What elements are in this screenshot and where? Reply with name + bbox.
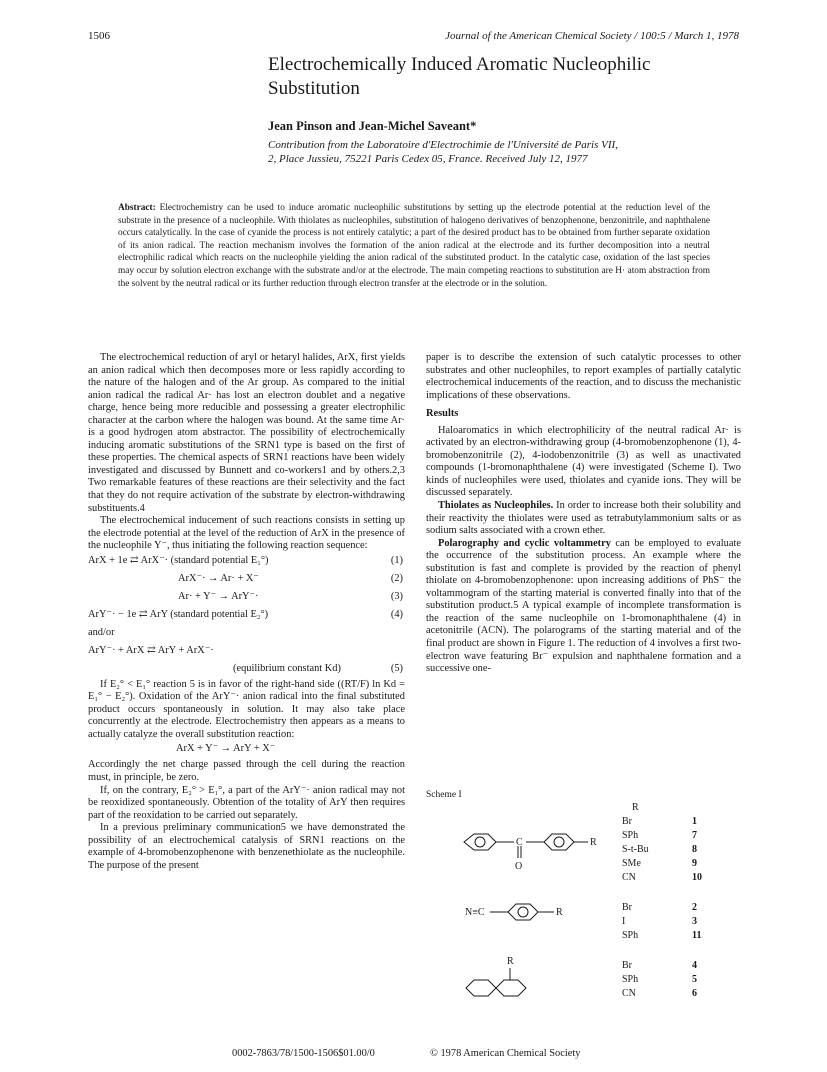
equation-text: ArX + Y⁻ → ArY + X⁻ [176,743,276,755]
r-label: R [590,837,597,848]
article-title [268,53,748,101]
affiliation-line-2: 2, Place Jussieu, 75221 Paris Cedex 05, France. Received July 12, 1977 [268,153,588,165]
footer-copyright: © 1978 American Chemical Society [430,1048,581,1059]
substituent-label: SPh [622,974,639,985]
paragraph: paper is to describe the extension of such catalytic processes to other substrates and other nucleophiles, to report examples of partially catalytic electrochemical inducements of the reaction, and to discuss the mechanistic implications of these observations. [426,352,741,401]
compound-number: 5 [692,974,697,985]
naphthalene-ring-left [466,980,496,996]
equation-text: (equilibrium constant Kd) [233,662,341,674]
paragraph: The electrochemical inducement of such reactions consists in setting up the electrode potential at the level of the reduction of ArX in the presence of the nucleophile Y⁻, thus initiating the following reaction sequence: [88,515,405,552]
substituent-label: SPh [622,930,639,941]
paragraph: Haloaromatics in which electrophilicity of the neutral radical Ar· is activated by an electron-withdrawing group (4-bromobenzophenone (1), 4-bromobenzonitrile (2), 4-iodobenzonitrile (3) as well as unactivated compounds (1-bromonaphthalene (4) were investigated (Scheme I). Two kinds of nucleophiles were used, thiolates and cyanide ions. They will be discussed separately. [426,424,741,499]
authors: Jean Pinson and Jean-Michel Saveant* [268,119,477,133]
compound-number: 6 [692,988,697,999]
equation-number: (1) [390,554,403,566]
equation-5-note [88,661,405,679]
benzonitrile-structure [490,904,554,920]
scheme-title: Scheme I [426,790,462,800]
r-label: R [507,956,514,967]
substituent-label: S-t-Bu [622,844,649,855]
substituent-label: SPh [622,830,639,841]
equation-text: ArY⁻· − 1e ⇄ ArY (standard potential E₂°) [88,608,269,620]
substituent-label: CN [622,988,636,999]
paragraph: Accordingly the net charge passed through the cell during the reaction must, in principle, be zero. [88,759,405,784]
scheme-i-diagram [430,800,750,1040]
r-column-header: R [632,802,639,813]
phenyl-ring-left [464,834,496,850]
compound-number: 3 [692,916,697,927]
equation-text: ArY⁻· + ArX ⇄ ArY + ArX⁻· [88,644,214,656]
equation-4 [88,607,405,625]
compound-number: 9 [692,858,697,869]
equation-2 [88,571,405,589]
affiliation [268,138,748,166]
equation-number: (4) [390,608,403,620]
equation-text: ArX + 1e ⇄ ArX⁻· (standard potential E₁°) [88,554,269,566]
paragraph [426,538,741,676]
compound-number: 11 [692,930,702,941]
substituent-label: SMe [622,858,641,869]
equation-number: (2) [390,572,403,584]
equation-1 [88,553,405,571]
nitrile-label: N≡C [465,907,485,918]
r-label: R [556,907,563,918]
aromatic-circle [475,837,485,847]
paragraph-text: In order to increase both their solubility and their reactivity the thiolates were used as tetrabutylammonium salts or as sodium salts associated with a crown ether. [426,500,741,537]
left-column [88,352,405,872]
equation-number: (3) [390,590,403,602]
phenyl-ring [508,904,538,920]
paragraph: In a previous preliminary communication5 we have demonstrated the possibility of an electrochemical catalysis of SRN1 reactions on the example of 4-bromobenzophenone with benzenethiolate as the nucleophile. The purpose of the present [88,822,405,871]
equation-text: ArX⁻· → Ar· + X⁻ [178,572,259,584]
benzophenone-structure [464,834,588,858]
compound-number: 8 [692,844,697,855]
affiliation-line-1: Contribution from the Laboratoire d'Electrochimie de l'Université de Paris VII, [268,139,618,151]
paragraph: If, on the contrary, E₂° > E₁°, a part of the ArY⁻· anion radical may not be reoxidized spontaneously. Obtention of the totality of ArY then requires part of the reoxidation to be carried out separately. [88,784,405,821]
substituent-label: I [622,916,626,927]
page-number: 1506 [88,30,110,42]
equation-6 [88,741,405,759]
carbon-label: C [516,837,523,848]
title-line-2: Substitution [268,78,360,99]
compound-number: 7 [692,830,697,841]
aromatic-circle [554,837,564,847]
equation-5 [88,643,405,661]
equation-3 [88,589,405,607]
substituent-label: Br [622,902,632,913]
naphthalene-structure [466,968,526,996]
compound-number: 4 [692,960,697,971]
equation-number: (5) [390,662,403,674]
oxygen-label: O [515,861,523,872]
abstract [118,202,710,290]
subsection-heading: Polarography and cyclic voltammetry [438,537,611,549]
subsection-heading: Thiolates as Nucleophiles. [438,500,554,512]
phenyl-ring-right [544,834,574,850]
compound-number: 2 [692,902,697,913]
compound-number: 1 [692,816,697,827]
and-or-text: and/or [88,626,115,638]
naphthalene-ring-right [496,980,526,996]
aromatic-circle [518,907,528,917]
equation-text: Ar· + Y⁻ → ArY⁻· [178,590,259,602]
paragraph: If E₂° < E₁° reaction 5 is in favor of the right-hand side ((RT/F) ln Kd = E₁° − E₂°). Oxidation of the ArY⁻· anion radical into the final substituted product occurs spontaneously in solution. It may also take place concurrently at the electrode. Electrochemistry then appears as a means to actually catalyze the overall substitution reaction: [88,678,405,740]
footer-code: 0002-7863/78/1500-1506$01.00/0 [232,1048,375,1059]
running-header: Journal of the American Chemical Society / 100:5 / March 1, 1978 [445,30,739,42]
right-column [426,352,741,676]
substituent-label: Br [622,960,632,971]
and-or [88,625,405,643]
section-heading-results: Results [426,408,459,420]
paragraph-text: can be employed to evaluate the occurrence of the substitution process. An example where the substitution is fast and complete is provided by the reaction of phenyl thiolate on 4-bromobenzophenone: upon increasing additions of PhS⁻ the voltammogram of the starting material is converted finally into that of the substitution product.5 A typical example of incomplete transformation is the reaction of the same nucleophile on 1-bromonaphthalene (4) in acetonitrile (ACN). The polarograms of the starting material and of the final product are shown in Figure 1. The reduction of 4 involves a first two-electron wave featuring Br⁻ expulsion and naphthalene formation and a successive one- [426,537,741,675]
substituent-label: CN [622,872,636,883]
title-line-1: Electrochemically Induced Aromatic Nucleophilic [268,54,651,75]
compound-number: 10 [692,872,702,883]
substituent-label: Br [622,816,632,827]
abstract-label: Abstract: [118,203,156,213]
abstract-text: Electrochemistry can be used to induce aromatic nucleophilic substitutions by setting up the electrode potential at the reduction level of the substrate in the presence of a nucleophile. With thiolates as nucleophiles, substitution of halogeno derivatives of benzophenone, benzonitrile, and naphthalene occurs catalytically. In the case of cyanide the process is not entirely catalytic; a part of the desired product has to be obtained from further separate oxidation of its anion radical. The reaction mechanism involves the formation of the anion radical at the electrode and its further decomposition into a neutral electrophilic radical which reacts on the nucleophile yielding the anion radical of the substituted product. In the catalytic case, oxidation of the last species may occur by solution electron exchange with the substrate and/or at the electrode. The main competing reactions to substitution are H· atom abstraction from the solvent by the neutral radical or its further reduction through electron transfer at the electrode or in the solution. [118,203,710,289]
paragraph [426,500,741,538]
paragraph: The electrochemical reduction of aryl or hetaryl halides, ArX, first yields an anion radical which then decomposes more or less rapidly according to the nature of the halogen and of the Ar group. As compared to the initial anion radical the radical Ar· has lost an electron doublet and a negative charge, hence being more reducible and possessing a greater electrophilic character at the carbon where the halogen was bound. At the same time Ar· is a good hydrogen atom abstractor. The possibility of electrochemically inducing aromatic substitutions of the SRN1 type is based on the first of these properties. The chemical aspects of SRN1 reactions have been widely investigated and discussed by Bunnett and co-workers1 and by others.2,3 Two remarkable features of these reactions are their selectivity and the fact that they do not require activation of the substrate by electron-withdrawing substituents.4 [88,352,405,514]
